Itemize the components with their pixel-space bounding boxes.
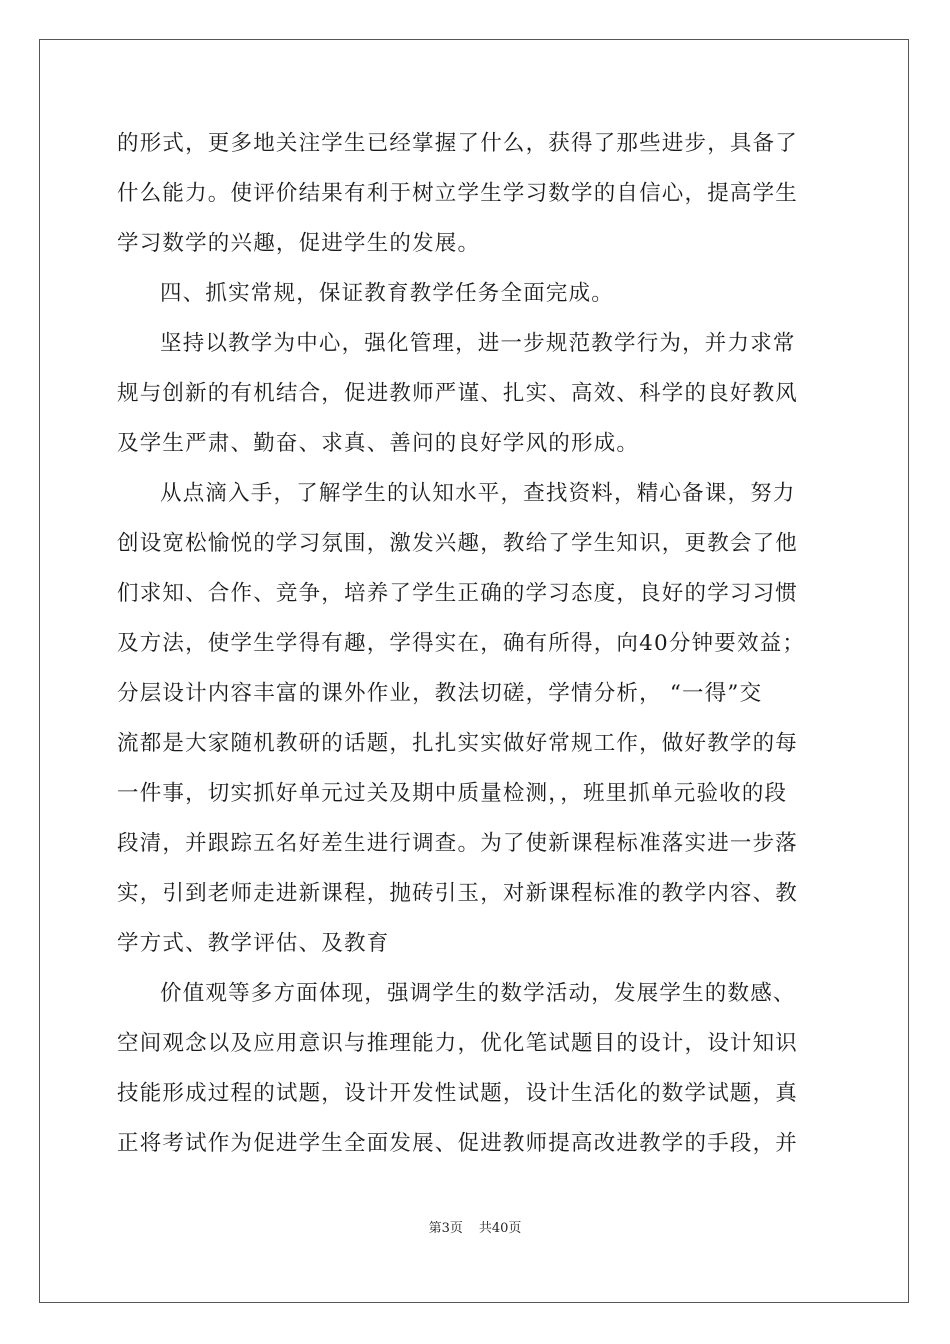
text-line: 坚持以教学为中心，强化管理，进一步规范教学行为，并力求常	[160, 331, 796, 356]
text-line: 流都是大家随机教研的话题，扎扎实实做好常规工作，做好教学的每	[117, 731, 799, 756]
text-line: 空间观念以及应用意识与推理能力，优化笔试题目的设计，设计知识	[117, 1031, 799, 1056]
text-line: 正将考试作为促进学生全面发展、促进教师提高改进教学的手段，并	[117, 1131, 799, 1156]
text-line: 学方式、教学评估、及教育	[117, 931, 390, 956]
text-line: 创设宽松愉悦的学习氛围，激发兴趣，教给了学生知识，更教会了他	[117, 531, 799, 556]
text-line: 及方法，使学生学得有趣，学得实在，确有所得，向40分钟要效益；	[117, 631, 806, 656]
section-heading: 四、抓实常规，保证教育教学任务全面完成。	[160, 281, 615, 306]
text-line: 及学生严肃、勤奋、求真、善问的良好学风的形成。	[117, 431, 640, 456]
text-line: 一件事，切实抓好单元过关及期中质量检测，，班里抓单元验收的段	[117, 781, 788, 806]
text-line: 实，引到老师走进新课程，抛砖引玉，对新课程标准的教学内容、教	[117, 881, 799, 906]
page-footer	[0, 1220, 950, 1238]
page-total: 共40页	[478, 1221, 522, 1236]
text-line: 的形式，更多地关注学生已经掌握了什么，获得了那些进步，具备了	[117, 131, 799, 156]
text-line: 分层设计内容丰富的课外作业，教法切磋，学情分析， “一得”交	[117, 681, 763, 706]
text-line: 价值观等多方面体现，强调学生的数学活动，发展学生的数感、	[160, 981, 796, 1006]
text-line: 规与创新的有机结合，促进教师严谨、扎实、高效、科学的良好教风	[117, 381, 799, 406]
text-line: 学习数学的兴趣，促进学生的发展。	[117, 231, 481, 256]
text-line: 段清，并跟踪五名好差生进行调查。为了使新课程标准落实进一步落	[117, 831, 799, 856]
text-line: 们求知、合作、竞争，培养了学生正确的学习态度，良好的学习习惯	[117, 581, 799, 606]
text-line: 什么能力。使评价结果有利于树立学生学习数学的自信心，提高学生	[117, 181, 799, 206]
text-line: 从点滴入手，了解学生的认知水平，查找资料，精心备课，努力	[160, 481, 796, 506]
page-number: 第3页	[428, 1221, 463, 1236]
text-line: 技能形成过程的试题，设计开发性试题，设计生活化的数学试题，真	[117, 1081, 799, 1106]
